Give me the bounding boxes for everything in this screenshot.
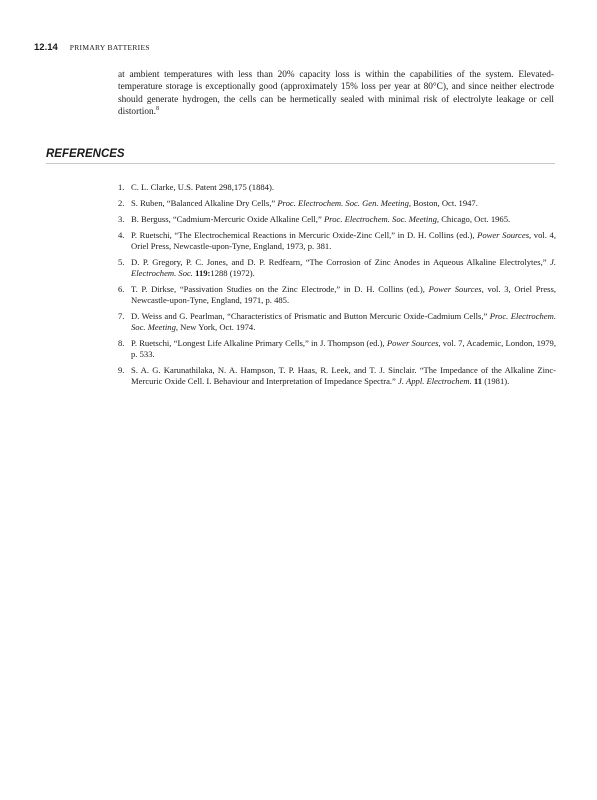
reference-item bbox=[118, 338, 556, 360]
page-header bbox=[34, 42, 557, 53]
reference-source-title: Proc. Electrochem. Soc. Gen. Meeting, bbox=[277, 198, 412, 208]
reference-text-segment: T. P. Dirkse, “Passivation Studies on the Zinc Electrode,” in D. H. Collins (ed.), bbox=[131, 284, 429, 294]
reference-text bbox=[131, 338, 556, 360]
reference-number: 9. bbox=[118, 365, 125, 375]
reference-source-title: Proc. Electrochem. Soc. Meeting, bbox=[131, 311, 556, 332]
reference-text-segment: D. Weiss and G. Pearlman, “Characteristics of Prismatic and Button Mercuric Oxide-Cadmium Cells,” bbox=[131, 311, 490, 321]
reference-text-segment: D. P. Gregory, P. C. Jones, and D. P. Redfearn, “The Corrosion of Zinc Anodes in Aqueous Alkaline Electrolytes,” bbox=[131, 257, 551, 267]
references-heading: REFERENCES bbox=[46, 148, 555, 164]
reference-number: 4. bbox=[118, 230, 125, 240]
reference-number: 7. bbox=[118, 311, 125, 321]
reference-volume: 11 bbox=[473, 376, 483, 386]
reference-text-segment: Boston, Oct. 1947. bbox=[411, 198, 478, 208]
reference-number: 8. bbox=[118, 338, 125, 348]
reference-item bbox=[118, 257, 556, 279]
reference-item bbox=[118, 198, 556, 209]
reference-number: 2. bbox=[118, 198, 125, 208]
reference-source-title: Power Sources, bbox=[477, 230, 532, 240]
reference-text-segment: S. Ruben, “Balanced Alkaline Dry Cells,” bbox=[131, 198, 278, 208]
reference-number: 1. bbox=[118, 182, 125, 192]
reference-text-segment: C. L. Clarke, U.S. Patent 298,175 (1884). bbox=[131, 182, 274, 192]
reference-text-segment: P. Ruetschi, “Longest Life Alkaline Primary Cells,” in J. Thompson (ed.), bbox=[131, 338, 387, 348]
reference-item bbox=[118, 214, 556, 225]
reference-source-title: Proc. Electrochem. Soc. Meeting, bbox=[323, 214, 440, 224]
body-paragraph bbox=[118, 69, 554, 119]
reference-text-segment: B. Berguss, “Cadmium-Mercuric Oxide Alkaline Cell,” bbox=[131, 214, 324, 224]
reference-text-segment: New York, Oct. 1974. bbox=[178, 322, 256, 332]
reference-text bbox=[131, 284, 556, 306]
reference-text bbox=[131, 198, 556, 209]
page-number: 12.14 bbox=[34, 42, 58, 53]
reference-text-segment: 1288 (1972). bbox=[210, 268, 255, 278]
reference-text-segment: P. Ruetschi, “The Electrochemical Reactions in Mercuric Oxide-Zinc Cell,” in D. H. Collins (ed.), bbox=[131, 230, 478, 240]
reference-text bbox=[131, 182, 556, 193]
reference-text bbox=[131, 365, 556, 387]
reference-text-segment: S. A. G. Karunathilaka, N. A. Hampson, T. P. Haas, R. Leek, and T. J. Sinclair. “The Impedance of the Alkaline Zinc-Mercuric Oxide Cell. I. Behaviour and Interpretation of Impedance Spectra.” bbox=[131, 365, 556, 386]
reference-text-segment: Chicago, Oct. 1965. bbox=[439, 214, 511, 224]
reference-text-segment: vol. 3, Oriel Press, Newcastle-upon-Tyne, England, 1971, p. 485. bbox=[131, 284, 556, 305]
running-title: PRIMARY BATTERIES bbox=[69, 43, 150, 52]
reference-text bbox=[131, 230, 556, 252]
reference-list bbox=[118, 182, 556, 392]
reference-number: 5. bbox=[118, 257, 125, 267]
reference-volume: 119: bbox=[195, 268, 211, 278]
reference-text-segment: vol. 4, Oriel Press, Newcastle-upon-Tyne, England, 1973, p. 381. bbox=[131, 230, 556, 251]
reference-text-segment: vol. 7, Academic, London, 1979, p. 533. bbox=[131, 338, 556, 359]
reference-item bbox=[118, 365, 556, 387]
reference-number: 6. bbox=[118, 284, 125, 294]
footnote-reference: 8 bbox=[155, 106, 159, 113]
reference-item bbox=[118, 284, 556, 306]
reference-source-title: J. Appl. Electrochem. bbox=[398, 376, 472, 386]
reference-item bbox=[118, 230, 556, 252]
reference-text bbox=[131, 214, 556, 225]
reference-number: 3. bbox=[118, 214, 125, 224]
reference-item bbox=[118, 311, 556, 333]
reference-source-title: J. Electrochem. Soc. bbox=[131, 257, 556, 278]
reference-source-title: Power Sources, bbox=[386, 338, 441, 348]
reference-text bbox=[131, 311, 556, 333]
reference-item bbox=[118, 182, 556, 193]
reference-text-segment: (1981). bbox=[482, 376, 510, 386]
reference-text bbox=[131, 257, 556, 279]
reference-source-title: Power Sources, bbox=[428, 284, 484, 294]
body-paragraph-text: at ambient temperatures with less than 20% capacity loss is within the capabilities of the system. Elevated-temperature storage is exceptionally good (approximately 15% loss per year at 80°C), and since neither electrode should generate hydrogen, the cells can be hermetically sealed with minimal risk of electrolyte leakage or cell distortion. bbox=[118, 70, 554, 118]
